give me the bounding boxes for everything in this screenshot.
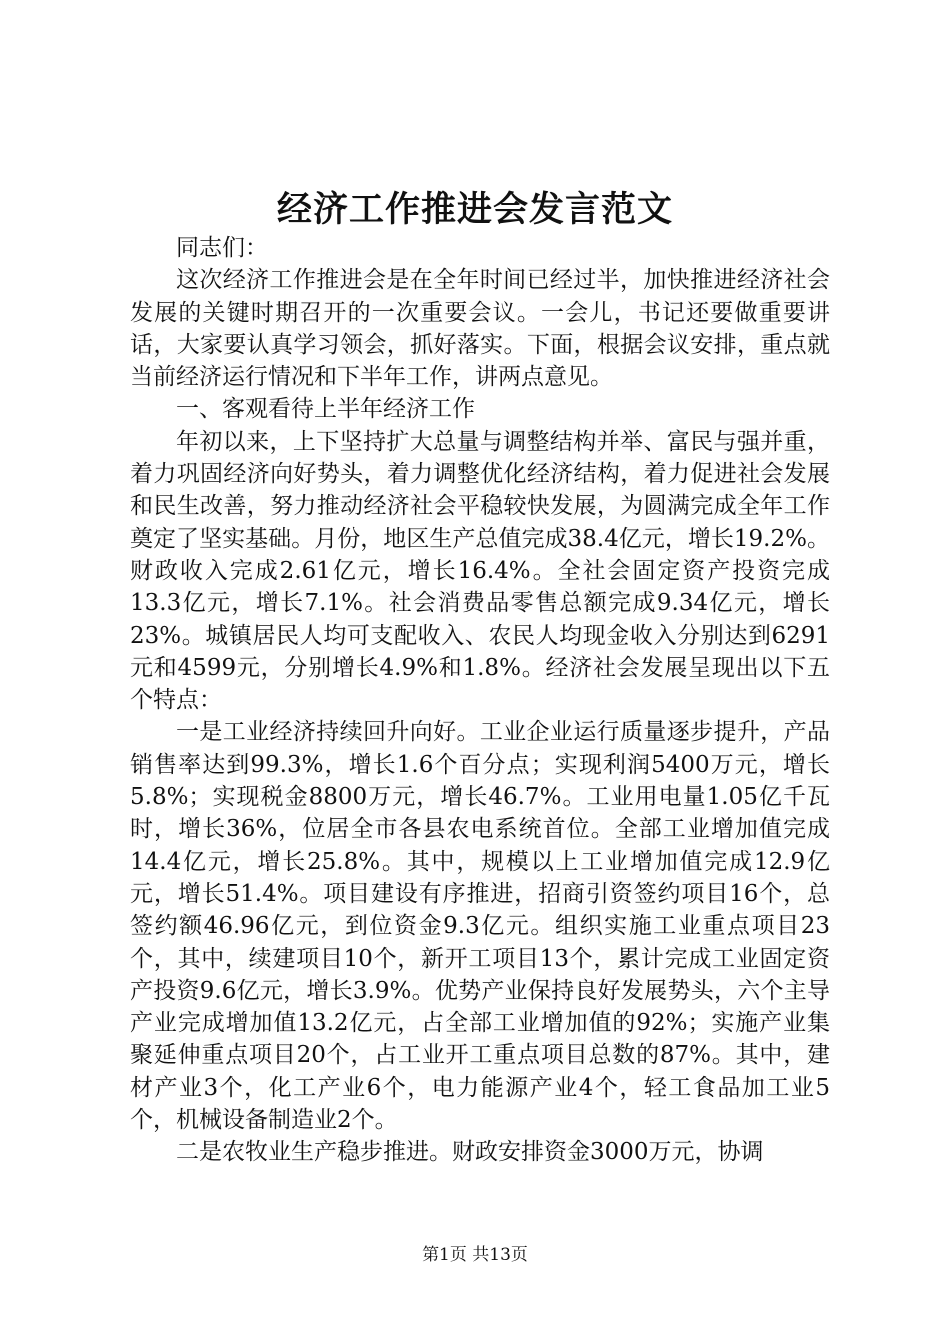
overview-paragraph: 年初以来，上下坚持扩大总量与调整结构并举、富民与强并重，着力巩固经济向好势头，着力调整优化经济结构，着力促进社会发展和民生改善，努力推动经济社会平稳较快发展，为圆满完成全年工作奠定了坚实基础。月份，地区生产总值完成38.4亿元，增长19.2%。财政收入完成2.61亿元，增长16.4%。全社会固定资产投资完成13.3亿元，增长7.1%。社会消费品零售总额完成9.34亿元，增长23%。城镇居民人均可支配收入、农民人均现金收入分别达到6291元和4599元，分别增长4.9%和1.8%。经济社会发展呈现出以下五个特点： — [130, 428, 830, 714]
intro-paragraph: 这次经济工作推进会是在全年时间已经过半，加快推进经济社会发展的关键时期召开的一次重要会议。一会儿，书记还要做重要讲话，大家要认真学习领会，抓好落实。下面，根据会议安排，重点就当前经济运行情况和下半年工作，讲两点意见。 — [130, 267, 830, 391]
document-body — [130, 232, 830, 1169]
section-heading: 一、客观看待上半年经济工作 — [176, 396, 475, 423]
industry-paragraph: 一是工业经济持续回升向好。工业企业运行质量逐步提升，产品销售率达到99.3%，增长1.6个百分点；实现利润5400万元，增长5.8%；实现税金8800万元，增长46.7%。工业用电量1.05亿千瓦时，增长36%，位居全市各县农电系统首位。全部工业增加值完成14.4亿元，增长25.8%。其中，规模以上工业增加值完成12.9亿元，增长51.4%。项目建设有序推进，招商引资签约项目16个，总签约额46.96亿元，到位资金9.3亿元。组织实施工业重点项目23个，其中，续建项目10个，新开工项目13个，累计完成工业固定资产投资9.6亿元，增长3.9%。优势产业保持良好发展势头，六个主导产业完成增加值13.2亿元，占全部工业增加值的92%；实施产业集聚延伸重点项目20个，占工业开工重点项目总数的87%。其中，建材产业3个，化工产业6个，电力能源产业4个，轻工食品加工业5个，机械设备制造业2个。 — [130, 719, 830, 1134]
document-title: 经济工作推进会发言范文 — [276, 189, 673, 230]
agriculture-paragraph: 二是农牧业生产稳步推进。财政安排资金3000万元，协调 — [176, 1139, 764, 1166]
greeting-paragraph: 同志们： — [176, 235, 268, 261]
page-number-footer: 第1页 共13页 — [422, 1245, 528, 1265]
